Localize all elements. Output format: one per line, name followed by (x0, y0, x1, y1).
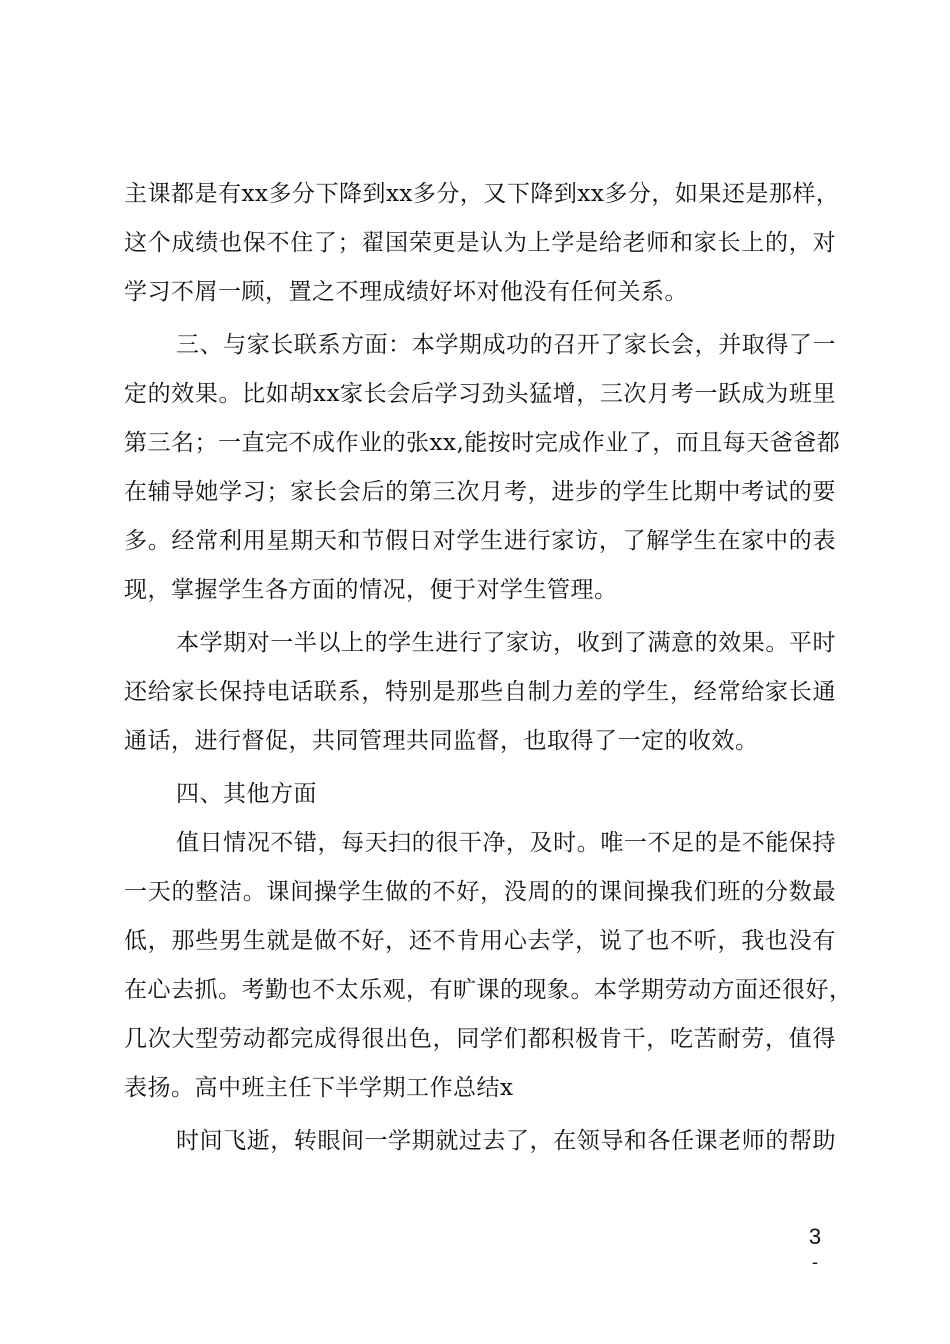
text-line: 这个成绩也保不住了；翟国荣更是认为上学是给老师和家长上的，对 (124, 230, 836, 256)
text-line: 值日情况不错，每天扫的很干净，及时。唯一不足的是不能保持 (176, 830, 836, 856)
text-line: 时间飞逝，转眼间一学期就过去了，在领导和各任课老师的帮助 (176, 1128, 836, 1154)
text-line: 多。经常利用星期天和节假日对学生进行家访，了解学生在家中的表 (124, 528, 836, 554)
text-line: 在心去抓。考勤也不太乐观，有旷课的现象。本学期劳动方面还很好， (124, 977, 853, 1003)
page-number-dash: - (812, 1252, 818, 1272)
text-line: 通话，进行督促，共同管理共同监督，也取得了一定的收效。 (124, 728, 759, 754)
text-line: 现，掌握学生各方面的情况，便于对学生管理。 (124, 577, 618, 603)
text-line: 主课都是有xx多分下降到xx多分，又下降到xx多分，如果还是那样， (124, 181, 840, 207)
section-heading: 四、其他方面 (176, 781, 317, 807)
text-line: 在辅导她学习；家长会后的第三次月考，进步的学生比期中考试的要 (124, 479, 836, 505)
text-line: 本学期对一半以上的学生进行了家访，收到了满意的效果。平时 (176, 630, 836, 656)
text-line: 低，那些男生就是做不好，还不肯用心去学，说了也不听，我也没有 (124, 928, 836, 954)
text-line: 第三名；一直完不成作业的张xx,能按时完成作业了，而且每天爸爸都 (124, 430, 841, 456)
text-line: 三、与家长联系方面：本学期成功的召开了家长会，并取得了一 (176, 332, 836, 358)
text-line: 一天的整洁。课间操学生做的不好，没周的的课间操我们班的分数最 (124, 879, 836, 905)
page-number: 3 (808, 1224, 822, 1249)
text-line: 表扬。高中班主任下半学期工作总结x (124, 1075, 514, 1101)
text-line: 定的效果。比如胡xx家长会后学习劲头猛增，三次月考一跃成为班里 (124, 381, 836, 407)
text-line: 几次大型劳动都完成得很出色，同学们都积极肯干，吃苦耐劳，值得 (124, 1026, 836, 1052)
text-line: 还给家长保持电话联系，特别是那些自制力差的学生，经常给家长通 (124, 679, 836, 705)
document-body (124, 170, 853, 1166)
text-line: 学习不屑一顾，置之不理成绩好坏对他没有任何关系。 (124, 279, 688, 305)
